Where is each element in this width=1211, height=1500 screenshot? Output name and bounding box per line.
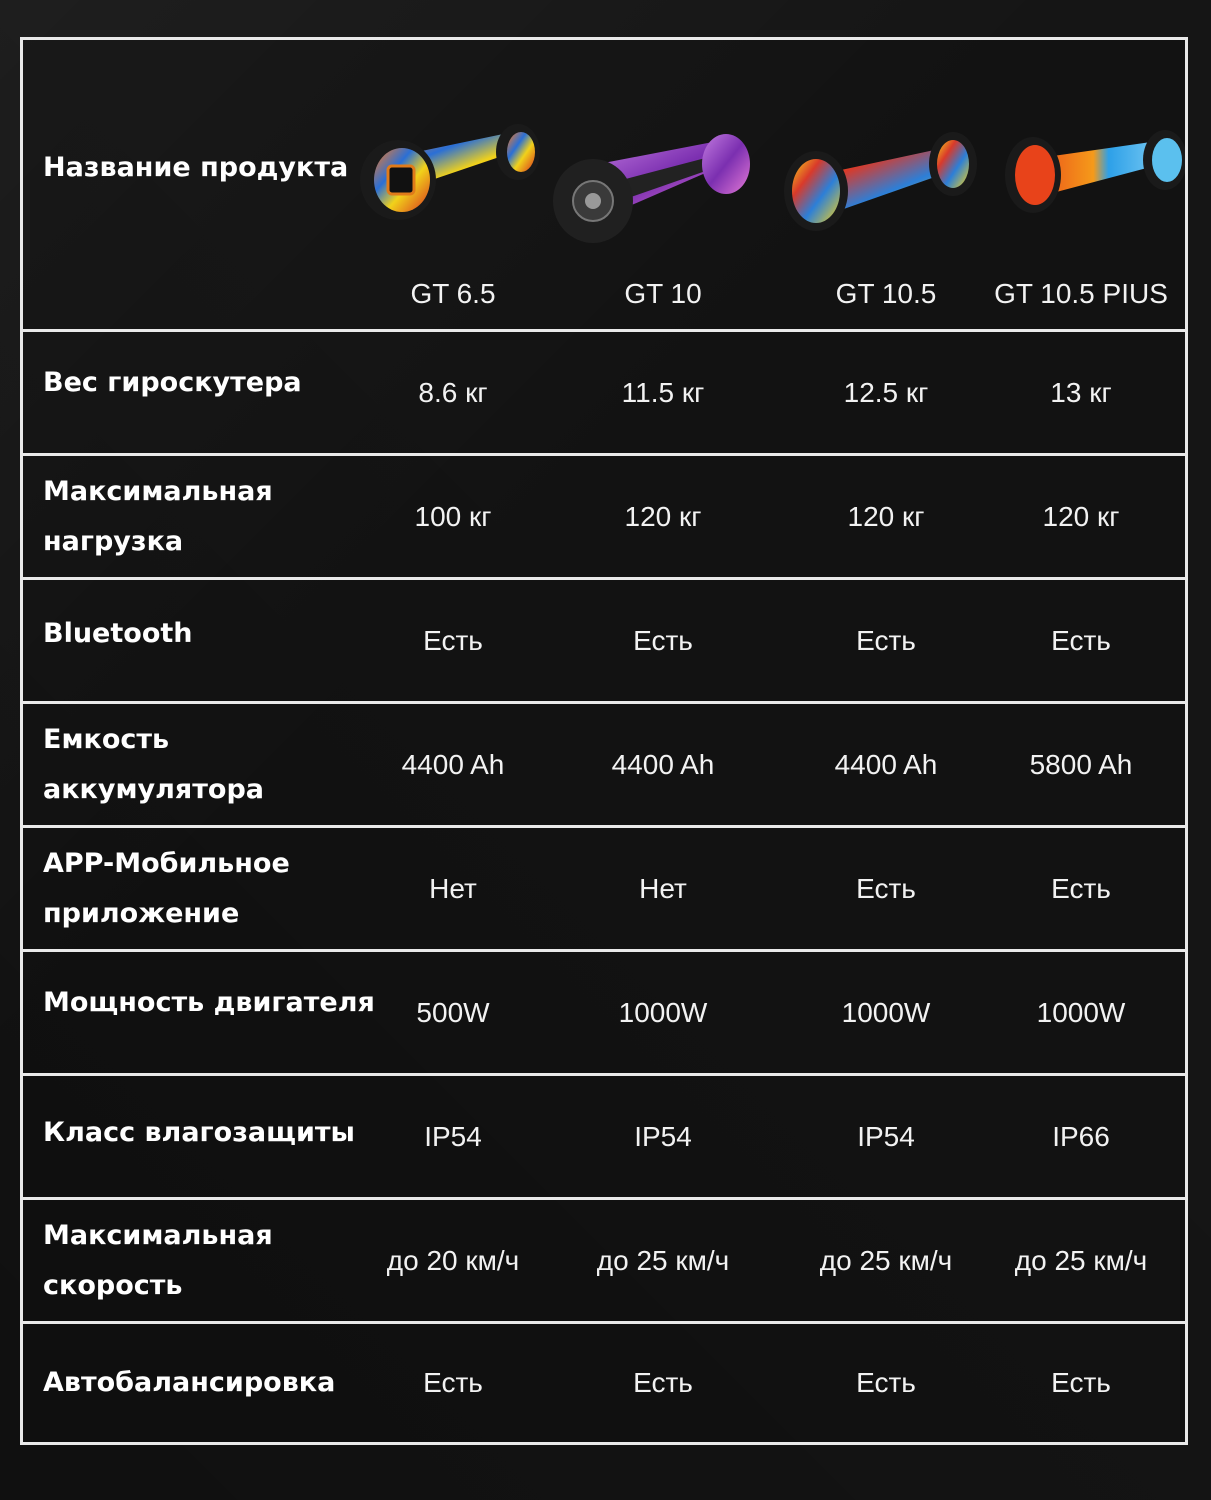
row-value: 13 кг (1050, 376, 1112, 408)
row-value: 4400 Ah (834, 748, 938, 780)
row-value: Есть (856, 1367, 916, 1398)
row-value: Есть (423, 624, 483, 656)
row-label: Класс влагозащиты (43, 1116, 355, 1148)
table-row (23, 453, 1185, 577)
hoverboard-yellow-graffiti-icon (768, 126, 978, 236)
row-label: Максимальная скорость (43, 1219, 273, 1301)
product-name-1: GT 6.5 (410, 278, 496, 309)
hoverboard-graffiti-icon (358, 118, 543, 228)
row-value: 120 кг (624, 500, 702, 532)
table-row (23, 701, 1185, 825)
row-value: 11.5 кг (621, 376, 705, 408)
table-row (23, 1321, 1185, 1442)
table-row (23, 949, 1185, 1073)
row-value: до 25 км/ч (819, 1244, 953, 1276)
row-value: Есть (856, 872, 916, 904)
row-value: IP66 (1052, 1120, 1110, 1152)
row-value: 120 кг (1042, 500, 1120, 532)
row-value: Есть (1051, 624, 1111, 656)
row-value: 500W (416, 996, 490, 1028)
row-label: Мощность двигателя (43, 986, 375, 1018)
row-value: IP54 (424, 1120, 482, 1152)
table-row (23, 1073, 1185, 1197)
row-value: 8.6 кг (418, 376, 488, 408)
row-value: 1000W (618, 996, 708, 1028)
hoverboard-fire-ice-icon (995, 120, 1185, 220)
row-label: APP-Мобильное приложение (43, 847, 290, 929)
hoverboard-purple-galaxy-icon (548, 126, 753, 246)
row-value: Есть (633, 1367, 693, 1398)
row-label: Bluetooth (43, 617, 193, 649)
comparison-table (20, 37, 1188, 1445)
row-value: 100 кг (414, 500, 492, 532)
row-value: Есть (1051, 1367, 1111, 1398)
row-value: 5800 Ah (1029, 748, 1133, 780)
table-row (23, 1197, 1185, 1321)
row-value: Есть (423, 1367, 483, 1398)
row-value: Есть (856, 624, 916, 656)
row-value: Нет (639, 872, 687, 904)
row-value: 120 кг (847, 500, 925, 532)
table-row (23, 577, 1185, 701)
row-label: Емкость аккумулятора (43, 723, 264, 805)
product-name-3: GT 10.5 (835, 278, 937, 309)
row-label: Вес гироскутера (43, 366, 302, 398)
row-value: IP54 (634, 1120, 692, 1152)
row-value: Нет (429, 872, 477, 904)
header-row (23, 40, 1185, 329)
row-label: Максимальная нагрузка (43, 475, 273, 557)
row-value: 1000W (1036, 996, 1126, 1028)
row-value: Есть (1051, 872, 1111, 904)
header-label: Название продукта (43, 152, 349, 183)
table-row (23, 825, 1185, 949)
product-name-4: GT 10.5 PIUS (994, 278, 1168, 309)
table-row (23, 329, 1185, 453)
row-value: до 25 км/ч (1014, 1244, 1148, 1276)
product-name-2: GT 10 (624, 278, 702, 309)
row-value: 4400 Ah (401, 748, 505, 780)
row-value: до 25 км/ч (596, 1244, 730, 1276)
row-value: 4400 Ah (611, 748, 715, 780)
row-value: IP54 (857, 1120, 915, 1152)
row-value: 12.5 кг (843, 376, 929, 408)
row-value: до 20 км/ч (386, 1244, 520, 1276)
row-label: Автобалансировка (43, 1367, 336, 1398)
row-value: Есть (633, 624, 693, 656)
row-value: 1000W (841, 996, 931, 1028)
